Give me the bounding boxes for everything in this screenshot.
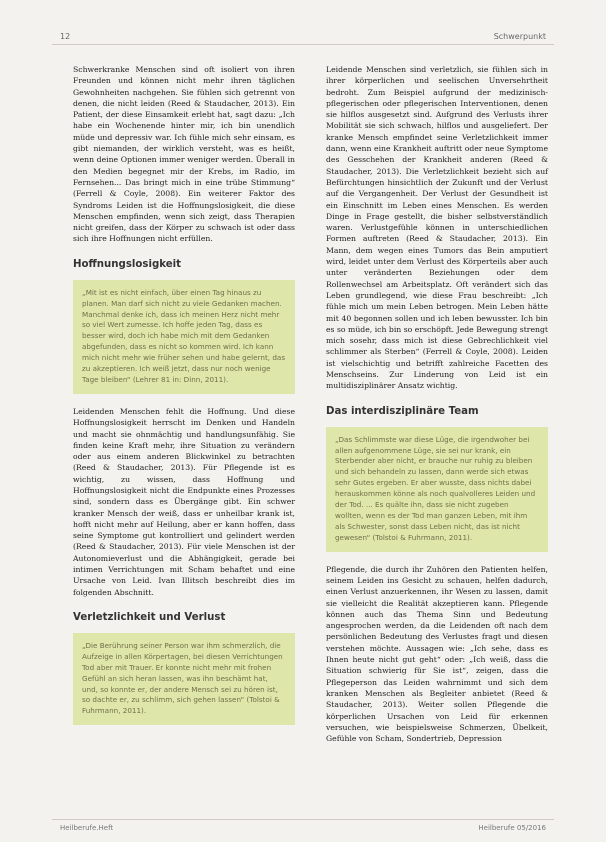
quote-text: „Mit ist es nicht einfach, über einen Tag hinaus zu planen. Man darf sich nicht zu viele Gedanken machen. Manchmal denke ich, dass ich meinen Herz nicht mehr so viel Wert zumesse. Ich hoffe jeden Tag, dass es besser wird, doch ich habe mich mit dem Gedanken abgefunden, dass es nicht so kommen wird. Ich kann mich nicht mehr wie früher sehen und habe gelernt, das zu akzeptieren. Ich weiß jetzt, dass nur noch wenige Tage bleiben“ (Lehrer 81 in: Dinn, 2011). <box>82 287 286 384</box>
left-column <box>73 64 295 737</box>
right-column <box>326 64 548 752</box>
footer-left: Heilberufe.Heft <box>60 824 114 832</box>
body-paragraph: Pflegende, die durch ihr Zuhören den Patienten helfen, seinem Leiden ins Gesicht zu schauen, helfen dadurch, einen Verlust anzuerkennen, ihr Wesen zu lassen, damit sie vielleicht die Realität akzeptieren kann. Pflegende können auch das Thema Sinn und Bedeutung angesprochen werden, da die Leidenden oft nach dem persönlichen Bedeutung des Verlustes fragt und diesen verstehen möchte. Aussagen wie: „Ich sehe, dass es Ihnen heute nicht gut geht“ oder: „Ich weiß, dass die Situation schwierig für Sie ist“, zeigen, dass die Pflegeperson das Leiden wahrnimmt und sich dem kranken Menschen als Begleiter anbietet (Reed & Staudacher, 2013). Weiter sollen Pflegende die körperlichen Ursachen von Leid für erkennen versuchen, wie beispielsweise Schmerzen, Übelkeit, Gefühle von Scham, Sondertrieb, Depression <box>326 564 548 744</box>
quote-box-3 <box>326 427 548 552</box>
quote-box-1 <box>73 280 295 394</box>
footer-right: Heilberufe 05/2016 <box>478 824 546 832</box>
heading-verletzlichkeit: Verletzlichkeit und Verlust <box>73 611 226 623</box>
quote-box-2 <box>73 633 295 725</box>
heading-hoffnungslosigkeit: Hoffnungslosigkeit <box>73 258 182 270</box>
heading-interdisziplinaeres-team: Das interdisziplinäre Team <box>326 405 479 417</box>
quote-text: „Die Berührung seiner Person war ihm schmerzlich, die Aufzeige in allen Körpertagen, bei diesen Verrichtungen Tod aber mit Trauer. Er konnte nicht mehr mit frohen Gefühl an sich heran lassen, was ihn beschämt hat, und, so konnte er, der andere Mensch sei zu hören ist, so dachte er, zu schlimm, sich gehen lassen“ (Tolstoi & Fuhrmann, 2011). <box>82 640 283 716</box>
body-paragraph: Leidende Menschen sind verletzlich, sie fühlen sich in ihrer körperlichen und seelischen Unversehrtheit bedroht. Zum Beispiel aufgrund der medizinisch-pflegerischen oder pflegerischen Interventionen, denen sie hilflos ausgesetzt sind. Aufgrund des Verlusts ihrer Mobilität sie sich schwach, hilflos und ausgeliefert. Der kranke Mensch empfindet seine Verletzlichkeit immer dann, wenn eine Krankheit auftritt oder neue Symptome des Gesschehen der Krankheit anderen (Reed & Staudacher, 2013). Die Verletzlichkeit bezieht sich auf Befürchtungen hinsichtlich der Zukunft und der Verlust auf die Vergangenheit. Der Verlust der Gesundheit ist ein Einschnitt im Leben eines Menschen. Es werden Dinge in Frage gestellt, die bisher selbstverständlich waren. Verlustgefühle können in unterschiedlichen Formen auftreten (Reed & Staudacher, 2013). Ein Mann, dem wegen eines Tumors das Bein amputiert wird, leidet unter dem Verlust des Körperteils aber auch unter veränderten Beziehungen oder dem Rollenwechsel am Arbeitsplatz. Oft verändert sich das Leben grundlegend, wie diese Frau beschreibt: „Ich fühle mich um mein Leben betrogen. Mein Leben hätte mit 40 begonnen sollen und ich leben bewusster. Ich bin es so müde, ich bin so erschöpft. Jede Bewegung strengt mich sosehr, dass mich ist diese Gebrechlichkeit viel schlimmer als Sterben“ (Ferrell & Coyle, 2008). Leiden ist vielschichtig und betrifft zahlreiche Facetten des Menschseins. Zur Linderung von Leid ist ein multidisziplinärer Ansatz wichtig. <box>326 65 548 391</box>
header-divider <box>52 44 554 45</box>
intro-paragraph: Schwerkranke Menschen sind oft isoliert von ihren Freunden und können nicht mehr ihren täglichen Gewohnheiten nachgehen. Sie fühlen sich getrennt von denen, die nicht leiden (Reed & Staudacher, 2013). Ein Patient, der diese Einsamkeit erlebt hat, sagt dazu: „Ich habe ein Wochenende hinter mir, ich bin unendlich müde und depressiv war. Ich fühle mich sehr einsam, es gibt niemanden, der wirklich versteht, was es heißt, wenn deine Optionen immer weniger werden. Überall in den Medien begegnet mir der Krebs, im Radio, im Fernsehen... Das bringt mich in eine trübe Stimmung“ (Ferrell & Coyle, 2008). Ein weiterer Faktor des Syndroms Leiden ist die Hoffnungslosigkeit, die diese Menschen empfinden, wenn sich zeigt, dass Therapien nicht greifen, dass der Körper zu schwach ist oder dass sich ihre Hoffnungen nicht erfüllen. <box>73 65 295 244</box>
running-head: Schwerpunkt <box>493 32 546 41</box>
body-paragraph: Leidenden Menschen fehlt die Hoffnung. Und diese Hoffnungslosigkeit herrscht im Denken und Handeln und macht sie ohnmächtig und handlungsunfähig. Sie finden keine Kraft mehr, ihre Situation zu verändern oder aus einem anderen Blickwinkel zu betrachten (Reed & Staudacher, 2013). Für Pflegende ist es wichtig, zu wissen, dass Hoffnung und Hoffnungslosigkeit nicht die Endpunkte eines Prozesses sind, sondern dass es Übergänge gibt. Ein schwer kranker Mensch der weiß, dass er unheilbar krank ist, hofft nicht mehr auf Heilung, aber er kann hoffen, dass seine Symptome gut kontrolliert und gelindert werden (Reed & Staudacher, 2013). Für viele Menschen ist der Autonomieverlust und die Abhängigkeit, gerade bei intimen Verrichtungen mit Scham behaftet und eine Ursache von Leid. Ivan Illitsch beschreibt dies im folgenden Abschnitt. <box>73 406 295 597</box>
quote-text: „Das Schlimmste war diese Lüge, die irgendwoher bei allen aufgenommene Lüge, sie sei nur krank, ein Sterbender aber nicht, er brauche nur ruhig zu bleiben und sich behandeln zu lassen, dann werde sich etwas sehr Gutes ergeben. Er aber wusste, dass nichts dabei herauskommen könne als noch qualvolleres Leiden und der Tod. ... Es quälte ihn, dass sie nicht zugeben wollten, wenn es der Tod man ganzen Leben, mit ihm als Schwester, sonst dass Leben nicht, das ist nicht gewesen“ (Tolstoi & Fuhrmann, 2011). <box>335 434 536 542</box>
page-number: 12 <box>60 32 71 41</box>
footer-divider <box>52 819 554 820</box>
